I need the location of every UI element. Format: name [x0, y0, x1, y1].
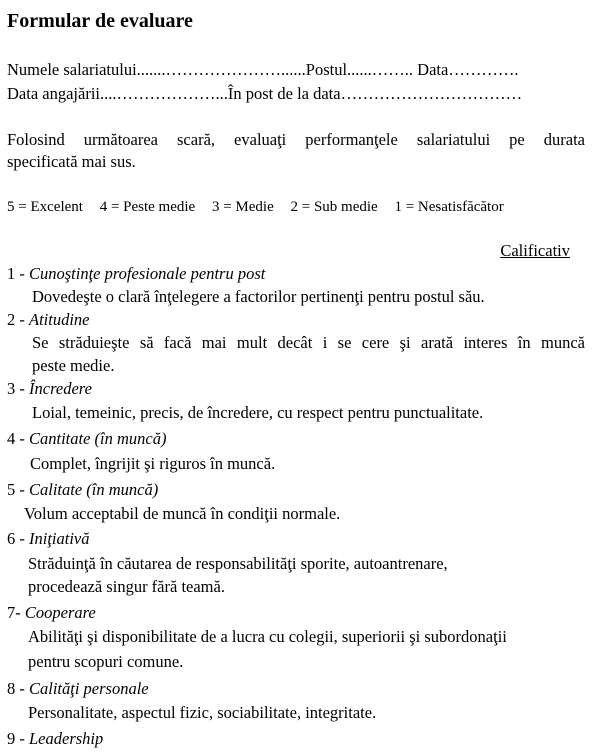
criterion-3-heading [7, 379, 92, 399]
criterion-number: 6 - [7, 529, 29, 548]
criterion-name: Iniţiativă [29, 529, 90, 548]
criterion-number: 8 - [7, 679, 29, 698]
criterion-number: 4 - [7, 429, 29, 448]
criterion-7-description-line-2: pentru scopuri comune. [28, 652, 184, 671]
criterion-8-heading [7, 679, 149, 699]
criterion-7-heading [7, 603, 96, 623]
criterion-name: Calitate (în muncă) [29, 480, 159, 499]
instructions-line-2: specificată mai sus. [7, 152, 136, 171]
criterion-number: 3 - [7, 379, 29, 398]
criterion-4-heading [7, 429, 166, 449]
criterion-7-description-line-1: Abilităţi şi disponibilitate de a lucra cu colegii, superiorii şi subordonaţii [28, 627, 507, 646]
criterion-8-description: Personalitate, aspectul fizic, sociabilitate, integritate. [28, 703, 377, 722]
criterion-1-heading [7, 264, 265, 284]
rating-scale [7, 197, 517, 217]
criterion-name: Leadership [29, 729, 104, 748]
criterion-name: Calităţi personale [29, 679, 149, 698]
criterion-6-description-line-2: procedează singur fără teamă. [28, 577, 225, 596]
page-title: Formular de evaluare [7, 10, 193, 32]
scale-item-4: 4 = Peste medie [99, 199, 196, 215]
rating-column-header: Calificativ [500, 241, 570, 260]
criterion-6-description-line-1: Străduinţă în căutarea de responsabilităţi sporite, autoantrenare, [28, 554, 448, 573]
criterion-name: Cantitate (în muncă) [29, 429, 167, 448]
criterion-number: 9 - [7, 729, 29, 748]
criterion-2-description-line-2: peste medie. [32, 356, 115, 375]
instructions-line-1: Folosind următoarea scară, evaluaţi performanţele salariatului pe durata [7, 130, 585, 149]
employee-name-position-date-field[interactable]: Numele salariatului.......…………………......Postul......…….. Data…………. [7, 60, 519, 79]
criterion-5-heading [7, 480, 158, 500]
scale-item-2: 2 = Sub medie [290, 199, 378, 215]
criterion-9-heading [7, 729, 103, 749]
scale-item-1: 1 = Nesatisfăcător [394, 199, 504, 215]
criterion-6-heading [7, 529, 90, 549]
criterion-4-description: Complet, îngrijit şi riguros în muncă. [30, 454, 276, 473]
criterion-1-description: Dovedeşte o clară înţelegere a factorilor pertinenţi pentru postul său. [32, 287, 485, 306]
scale-item-3: 3 = Medie [211, 199, 274, 215]
criterion-2-heading [7, 310, 90, 330]
criterion-name: Cooperare [24, 603, 96, 622]
criterion-name: Cunoştinţe profesionale pentru post [29, 264, 266, 283]
criterion-number: 5 - [7, 480, 29, 499]
criterion-number: 1 - [7, 264, 29, 283]
criterion-name: Atitudine [29, 310, 90, 329]
criterion-number: 7- [7, 603, 25, 622]
scale-item-5: 5 = Excelent [7, 199, 83, 215]
criterion-3-description: Loial, temeinic, precis, de încredere, cu respect pentru punctualitate. [32, 403, 484, 422]
criterion-5-description: Volum acceptabil de muncă în condiţii normale. [24, 504, 341, 523]
criterion-name: Încredere [29, 379, 92, 398]
criterion-number: 2 - [7, 310, 29, 329]
hire-date-position-since-field[interactable]: Data angajării....………………...În post de la data…………………………… [7, 84, 523, 103]
criterion-2-description-line-1: Se străduieşte să facă mai mult decât i se cere şi arată interes în muncă [32, 333, 585, 352]
